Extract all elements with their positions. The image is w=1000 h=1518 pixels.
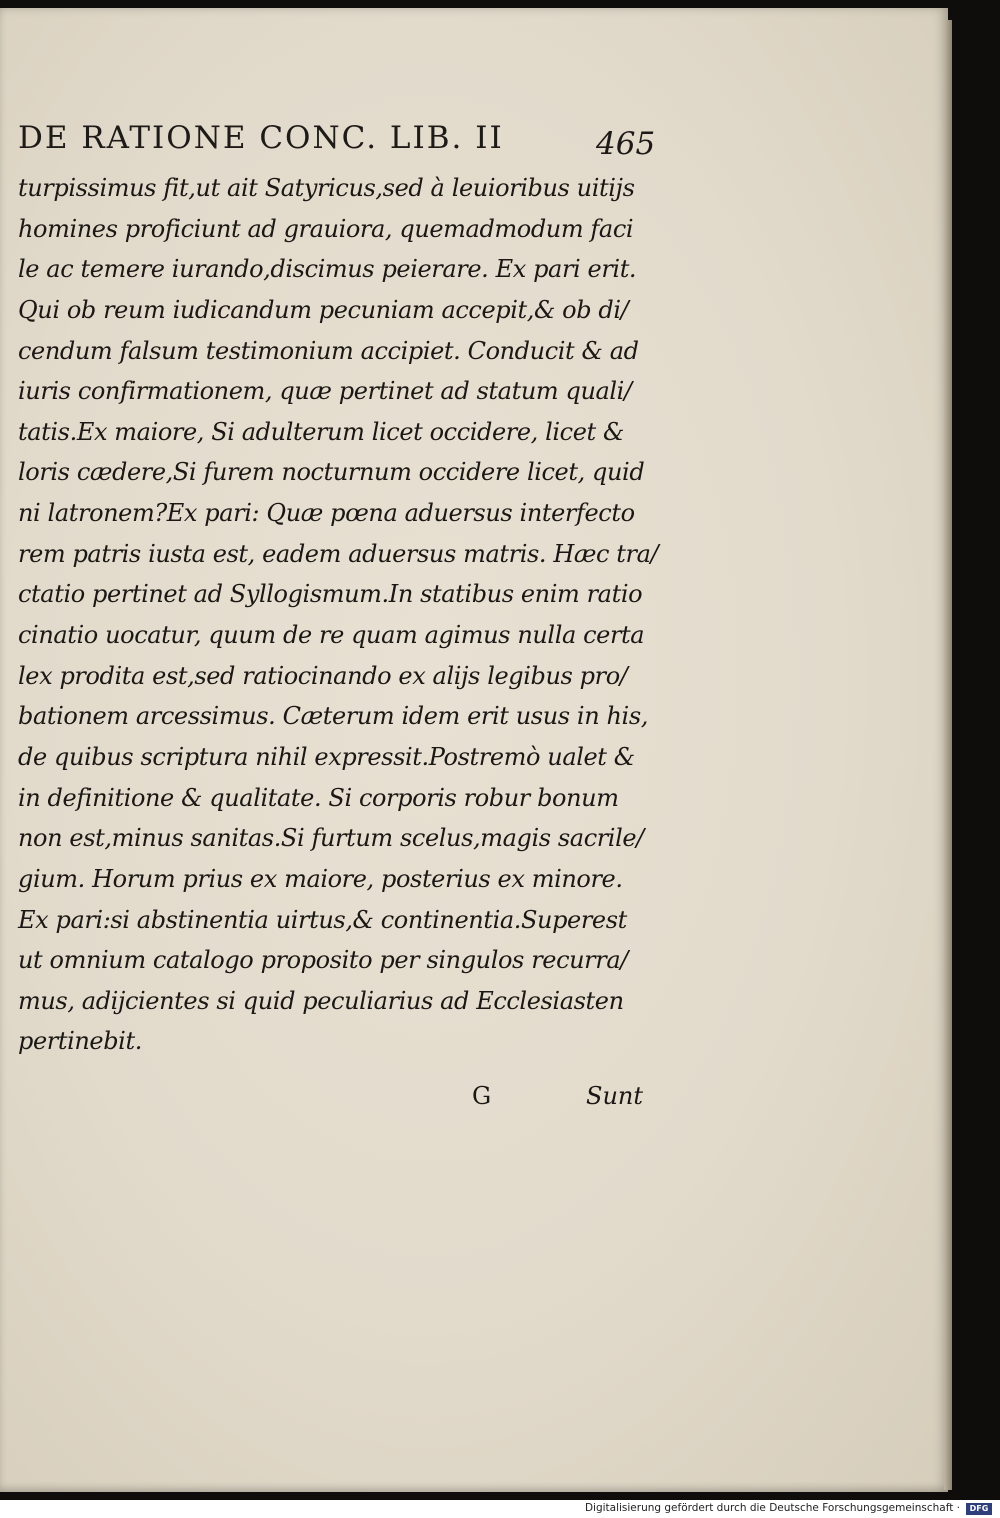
catchword: Sunt xyxy=(586,1082,643,1110)
text-line: non est,minus sanitas.Si furtum scelus,magis sacrile/ xyxy=(18,824,644,853)
text-line: ni latronem?Ex pari: Quæ pœna aduersus interfecto xyxy=(18,499,635,528)
page-edge xyxy=(944,20,952,1490)
text-line: rem patris iusta est, eadem aduersus matris. Hæc tra/ xyxy=(18,539,659,568)
text-line: loris cædere,Si furem nocturnum occidere licet, quid xyxy=(18,458,645,487)
text-line: mus, adijcientes si quid peculiarius ad Ecclesiasten xyxy=(18,986,624,1015)
digitization-footer xyxy=(0,1500,1000,1518)
text-line: iuris confirmationem, quæ pertinet ad statum quali/ xyxy=(18,377,632,406)
signature-mark: G xyxy=(472,1082,492,1110)
text-line: de quibus scriptura nihil expressit.Postremò ualet & xyxy=(18,742,635,771)
text-line: ut omnium catalogo proposito per singulos recurra/ xyxy=(18,946,628,975)
text-line: in definitione & qualitate. Si corporis robur bonum xyxy=(18,783,619,812)
text-line: Ex pari:si abstinentia uirtus,& continentia.Superest xyxy=(18,905,627,934)
text-line: cendum falsum testimonium accipiet. Conducit & ad xyxy=(18,336,639,365)
running-head xyxy=(18,120,678,166)
funding-credit: Digitalisierung gefördert durch die Deutsche Forschungsgemeinschaft · xyxy=(584,1502,960,1514)
dfg-logo: DFG xyxy=(966,1503,992,1515)
text-line: gium. Horum prius ex maiore, posterius ex minore. xyxy=(18,864,623,893)
text-line: tatis.Ex maiore, Si adulterum licet occidere, licet & xyxy=(18,417,624,446)
text-line: Qui ob reum iudicandum pecuniam accepit,& ob di/ xyxy=(18,295,629,324)
text-line: pertinebit. xyxy=(18,1027,142,1056)
text-line: cinatio uocatur, quum de re quam agimus nulla certa xyxy=(18,621,645,650)
text-line: bationem arcessimus. Cæterum idem erit usus in his, xyxy=(18,702,648,731)
text-line: turpissimus fit,ut ait Satyricus,sed à leuioribus uitijs xyxy=(18,174,635,202)
running-head-title: DE RATIONE CONC. LIB. II xyxy=(18,120,504,156)
book-page xyxy=(0,8,948,1492)
body-text xyxy=(18,168,658,1062)
page-number: 465 xyxy=(596,126,656,162)
text-line: ctatio pertinet ad Syllogismum.In statibus enim ratio xyxy=(18,580,643,609)
text-line: le ac temere iurando,discimus peierare. Ex pari erit. xyxy=(18,255,637,284)
text-line: homines proficiunt ad grauiora, quemadmodum faci xyxy=(18,214,634,243)
text-line: lex prodita est,sed ratiocinando ex alijs legibus pro/ xyxy=(18,661,628,690)
